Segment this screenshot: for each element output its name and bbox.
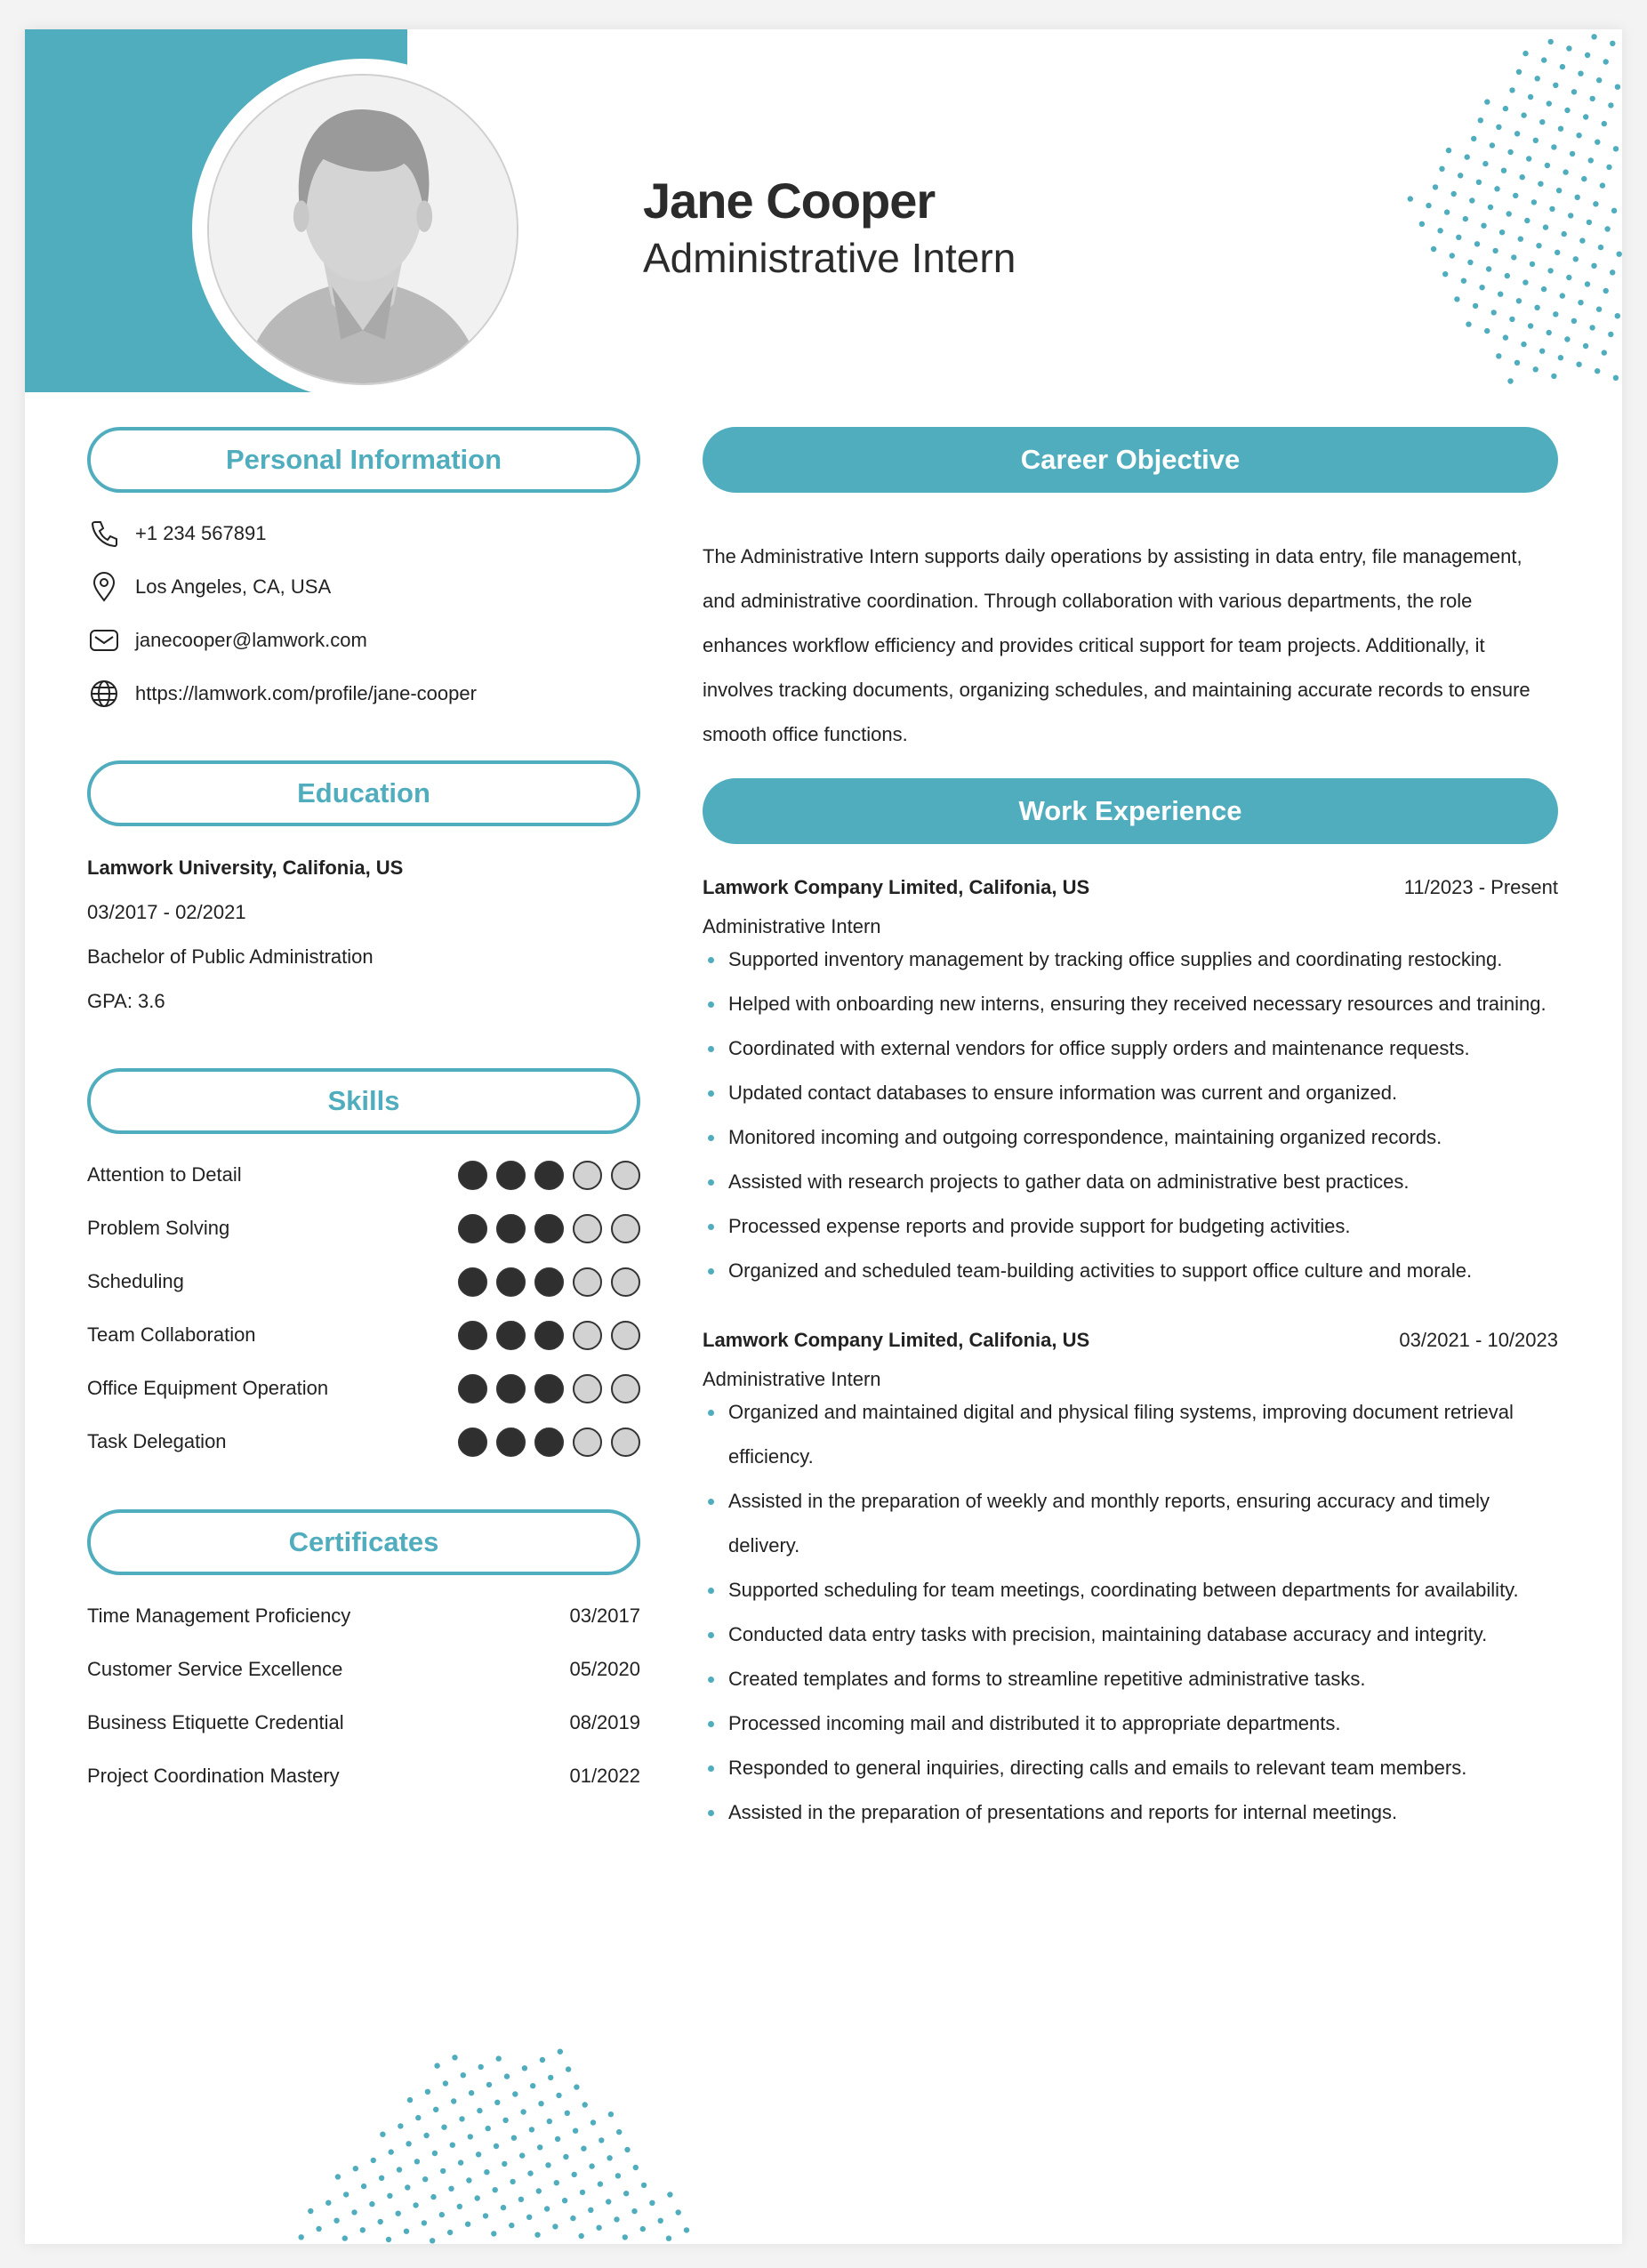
rating-dot-empty: [611, 1374, 640, 1403]
job-bullet: Assisted with research projects to gather data on administrative best practices.: [703, 1160, 1558, 1204]
rating-dot-filled: [534, 1214, 564, 1243]
profile-photo-frame: [192, 59, 534, 400]
rating-dot-empty: [573, 1161, 602, 1190]
job-bullet: Coordinated with external vendors for office supply orders and maintenance requests.: [703, 1026, 1558, 1071]
phone-text: +1 234 567891: [135, 522, 267, 544]
certificate-row: [87, 1652, 640, 1687]
location-pin-icon: [87, 570, 121, 604]
rating-dot-empty: [573, 1267, 602, 1297]
job-bullet: Supported inventory management by tracking office supplies and coordinating restocking.: [703, 937, 1558, 982]
certificate-date: 03/2017: [569, 1604, 640, 1627]
certificate-date: 01/2022: [569, 1765, 640, 1787]
rating-dot-empty: [573, 1214, 602, 1243]
skill-row: [87, 1317, 640, 1353]
career-objective-text: The Administrative Intern supports daily operations by assisting in data entry, file management, and administrative coordination. Through collaboration with various departments, the role enhances workflow efficiency and provides critical support for team projects. Additionally, it involves tracking documents, organizing schedules, and maintaining accurate records to ensure smooth office functions.: [703, 545, 1531, 745]
job-bullet: Responded to general inquiries, directing calls and emails to relevant team members.: [703, 1746, 1530, 1790]
rating-dot-empty: [573, 1428, 602, 1457]
job-header: [703, 870, 1558, 905]
location-text: Los Angeles, CA, USA: [135, 575, 332, 598]
certificate-date: 05/2020: [569, 1658, 640, 1680]
job-header: [703, 1323, 1558, 1358]
rating-dot-filled: [534, 1161, 564, 1190]
skill-name: Task Delegation: [87, 1430, 227, 1452]
globe-icon: [87, 677, 121, 711]
skill-rating: [458, 1161, 640, 1190]
rating-dot-filled: [458, 1374, 487, 1403]
rating-dot-filled: [496, 1374, 526, 1403]
job-dates: 11/2023 - Present: [1403, 876, 1558, 898]
certificate-name: Project Coordination Mastery: [87, 1765, 340, 1787]
job-position: Administrative Intern: [703, 1368, 881, 1390]
rating-dot-empty: [611, 1321, 640, 1350]
job-bullet: Assisted in the preparation of weekly and monthly reports, ensuring accuracy and timely delivery.: [703, 1479, 1530, 1568]
resume-page: [25, 29, 1622, 2244]
job-bullet: Monitored incoming and outgoing correspondence, maintaining organized records.: [703, 1115, 1558, 1160]
rating-dot-filled: [534, 1321, 564, 1350]
certificate-date: 08/2019: [569, 1711, 640, 1733]
decorative-dot-pattern-top: [1359, 29, 1622, 385]
job-company: Lamwork Company Limited, Califonia, US: [703, 1329, 1090, 1351]
rating-dot-filled: [458, 1321, 487, 1350]
rating-dot-empty: [573, 1321, 602, 1350]
rating-dot-filled: [458, 1267, 487, 1297]
job-company: Lamwork Company Limited, Califonia, US: [703, 876, 1090, 898]
job-bullet: Organized and maintained digital and physical filing systems, improving document retrieval efficiency.: [703, 1390, 1530, 1479]
work-experience-heading: Work Experience: [703, 778, 1558, 844]
skill-row: [87, 1210, 640, 1246]
job-position: Administrative Intern: [703, 915, 881, 937]
skill-row: [87, 1264, 640, 1299]
certificate-row: [87, 1598, 640, 1634]
certificates-heading: Certificates: [87, 1509, 640, 1575]
candidate-title: Administrative Intern: [643, 235, 1016, 281]
skills-heading: Skills: [87, 1068, 640, 1134]
skill-rating: [458, 1214, 640, 1243]
job-bullet: Organized and scheduled team-building activities to support office culture and morale.: [703, 1249, 1558, 1293]
career-objective-heading: Career Objective: [703, 427, 1558, 493]
rating-dot-filled: [496, 1214, 526, 1243]
contact-website: [87, 676, 477, 712]
email-text[interactable]: janecooper@lamwork.com: [135, 629, 367, 651]
skill-name: Office Equipment Operation: [87, 1377, 329, 1399]
education-school: Lamwork University, Califonia, US: [87, 857, 404, 879]
person-silhouette-icon: [209, 76, 517, 383]
job-bullet: Processed incoming mail and distributed it to appropriate departments.: [703, 1701, 1530, 1746]
skill-row: [87, 1157, 640, 1193]
certificate-row: [87, 1705, 640, 1741]
certificate-name: Customer Service Excellence: [87, 1658, 343, 1680]
personal-information-heading: Personal Information: [87, 427, 640, 493]
rating-dot-filled: [534, 1428, 564, 1457]
education-degree: Bachelor of Public Administration: [87, 945, 374, 968]
certificate-name: Time Management Proficiency: [87, 1604, 351, 1627]
rating-dot-empty: [573, 1374, 602, 1403]
skill-rating: [458, 1374, 640, 1403]
skill-name: Team Collaboration: [87, 1323, 256, 1346]
rating-dot-filled: [496, 1321, 526, 1350]
rating-dot-filled: [534, 1267, 564, 1297]
job-bullet: Supported scheduling for team meetings, coordinating between departments for availability.: [703, 1568, 1530, 1613]
candidate-name: Jane Cooper: [643, 173, 936, 229]
rating-dot-empty: [611, 1161, 640, 1190]
job-bullet: Assisted in the preparation of presentations and reports for internal meetings.: [703, 1790, 1530, 1835]
rating-dot-filled: [458, 1214, 487, 1243]
skill-row: [87, 1424, 640, 1460]
website-link[interactable]: https://lamwork.com/profile/jane-cooper: [135, 682, 477, 704]
job-bullet: Helped with onboarding new interns, ensuring they received necessary resources and training.: [703, 982, 1558, 1026]
skill-rating: [458, 1428, 640, 1457]
certificate-name: Business Etiquette Credential: [87, 1711, 344, 1733]
education-gpa: GPA: 3.6: [87, 990, 165, 1012]
skill-name: Scheduling: [87, 1270, 184, 1292]
skill-rating: [458, 1321, 640, 1350]
rating-dot-filled: [458, 1428, 487, 1457]
job-bullets: [703, 1390, 1530, 1835]
education-dates: 03/2017 - 02/2021: [87, 901, 246, 923]
phone-icon: [87, 517, 121, 551]
avatar: [207, 74, 518, 385]
rating-dot-empty: [611, 1214, 640, 1243]
job-bullet: Conducted data entry tasks with precision, maintaining database accuracy and integrity.: [703, 1613, 1530, 1657]
contact-location: [87, 569, 331, 605]
education-heading: Education: [87, 760, 640, 826]
skill-rating: [458, 1267, 640, 1297]
job-bullets: [703, 937, 1558, 1293]
job-bullet: Created templates and forms to streamline repetitive administrative tasks.: [703, 1657, 1530, 1701]
rating-dot-filled: [496, 1267, 526, 1297]
skill-row: [87, 1371, 640, 1406]
contact-phone: [87, 516, 266, 551]
rating-dot-empty: [611, 1267, 640, 1297]
rating-dot-filled: [496, 1161, 526, 1190]
job-dates: 03/2021 - 10/2023: [1399, 1329, 1558, 1351]
rating-dot-empty: [611, 1428, 640, 1457]
decorative-dot-pattern-bottom: [274, 2048, 719, 2244]
job-bullet: Updated contact databases to ensure information was current and organized.: [703, 1071, 1558, 1115]
envelope-icon: [87, 623, 121, 657]
skill-name: Problem Solving: [87, 1217, 230, 1239]
contact-email: [87, 623, 367, 658]
rating-dot-filled: [534, 1374, 564, 1403]
job-bullet: Processed expense reports and provide support for budgeting activities.: [703, 1204, 1558, 1249]
rating-dot-filled: [496, 1428, 526, 1457]
skill-name: Attention to Detail: [87, 1163, 242, 1186]
rating-dot-filled: [458, 1161, 487, 1190]
certificate-row: [87, 1758, 640, 1794]
